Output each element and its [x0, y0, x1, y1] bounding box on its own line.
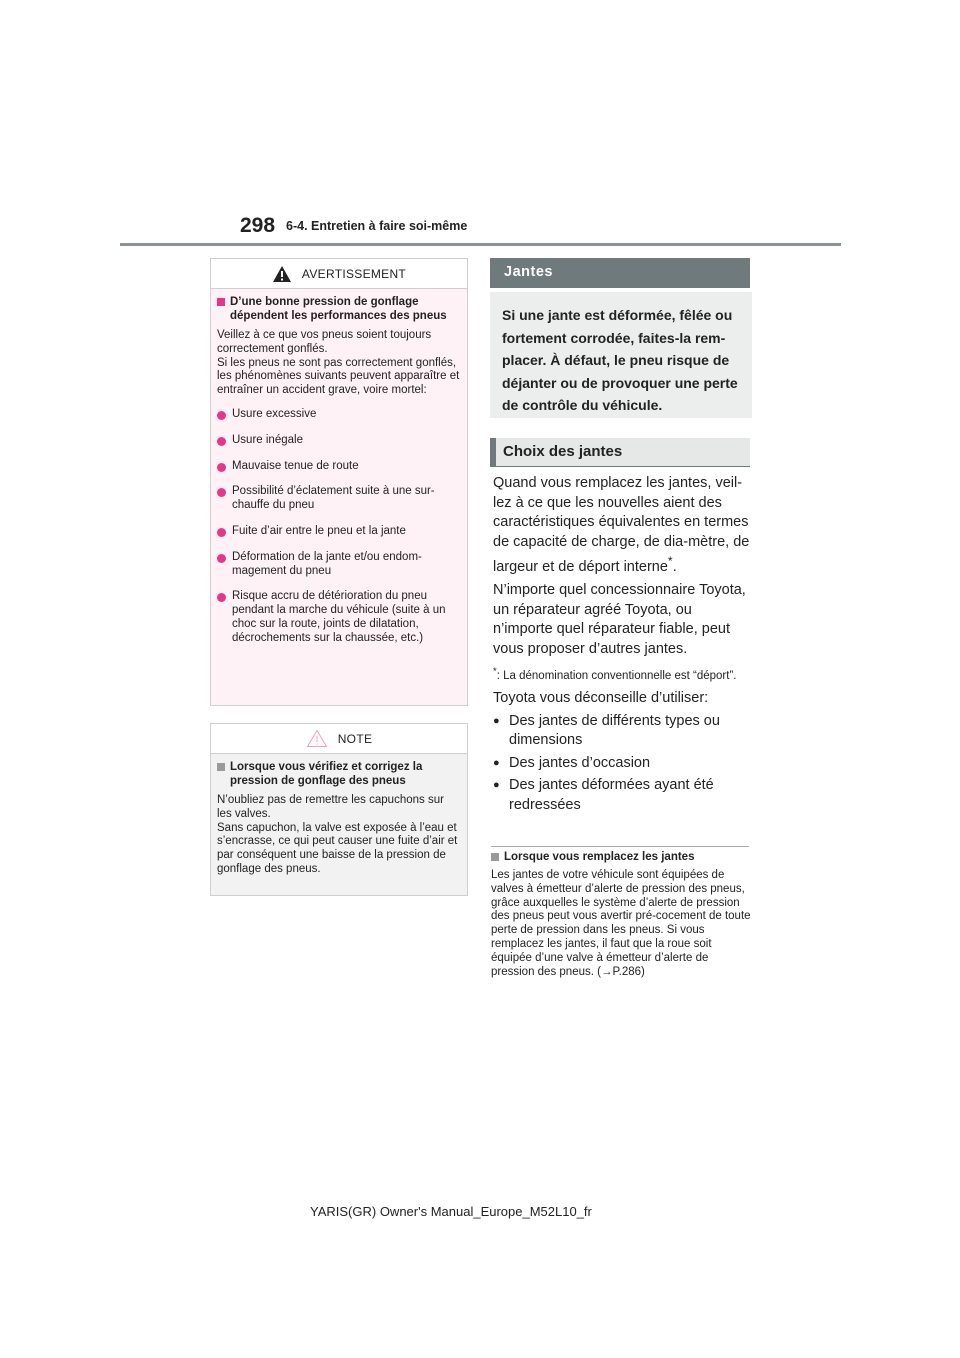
note-paragraph-1: N’oubliez pas de remettre les capuchons sur les valves. [217, 794, 444, 820]
choix-paragraph-1: Quand vous remplacez les jantes, veil-lez à ce que les nouvelles aient des caractéristiques équivalentes en termes de capacité de charge, de dia-mètre, de largeur et de déport interne*. [493, 475, 750, 575]
choix-paragraph-3: Toyota vous déconseille d’utiliser: [493, 690, 709, 707]
header-rule [120, 243, 841, 246]
bullet-icon: ● [493, 756, 500, 769]
list-item: Mauvaise tenue de route [217, 460, 461, 474]
square-bullet-icon [217, 298, 225, 306]
warning-box [210, 258, 468, 706]
choix-heading: Choix des jantes [490, 438, 750, 467]
list-item: ● Des jantes déformées ayant été redressées [493, 776, 755, 815]
warning-paragraph-2: Si les pneus ne sont pas correctement gonflés, les phénomènes suivants peuvent apparaître et entraîner un accident grave, voire mortel: [217, 356, 460, 397]
footnote: *: La dénomination conventionnelle est “déport”. [493, 666, 737, 683]
warning-heading: D’une bonne pression de gonflage dépendent les performances des pneus [217, 295, 461, 323]
jantes-title: Jantes [490, 258, 750, 288]
dot-bullet-icon [217, 554, 226, 563]
page-number: 298 [240, 214, 276, 237]
sub-heading: Lorsque vous remplacez les jantes [491, 851, 694, 863]
dot-bullet-icon [217, 411, 226, 420]
dot-bullet-icon [217, 528, 226, 537]
section-separator [491, 846, 749, 847]
warning-paragraph-1: Veillez à ce que vos pneus soient toujours correctement gonflés. [217, 329, 432, 355]
choix-body [493, 474, 755, 815]
list-item: ● Des jantes d’occasion [493, 754, 755, 774]
dot-bullet-icon [217, 463, 226, 472]
note-header [211, 724, 467, 754]
square-bullet-icon [491, 853, 499, 861]
square-bullet-icon [217, 763, 225, 771]
caution-triangle-icon [306, 729, 328, 748]
list-item: ● Des jantes de différents types ou dimensions [493, 712, 755, 751]
list-item: Usure excessive [217, 408, 461, 422]
bullet-icon: ● [493, 779, 500, 792]
page-footer: YARIS(GR) Owner's Manual_Europe_M52L10_fr [310, 1204, 592, 1219]
note-box [210, 723, 468, 896]
warning-header [211, 259, 467, 289]
note-heading: Lorsque vous vérifiez et corrigez la pression de gonflage des pneus [217, 760, 461, 788]
section-title: 6-4. Entretien à faire soi-même [286, 219, 468, 233]
dot-bullet-icon [217, 488, 226, 497]
note-title: NOTE [337, 731, 373, 746]
list-item: Risque accru de détérioration du pneu pendant la marche du véhicule (suite à un choc sur la route, joints de dilatation, décrochements sur la chaussée, etc.) [217, 590, 461, 645]
dot-bullet-icon [217, 437, 226, 446]
sub-paragraph: Les jantes de votre véhicule sont équipées de valves à émetteur d’alerte de pression des pneus, grâce auxquelles le système d’alerte de pression des pneus peut vous avertir pré-cocement de toute perte de pression dans les pneus. Si vous remplacez les jantes, il faut que la roue soit équipée d’une valve à émetteur d’alerte de pression des pneus. (→P.286) [491, 869, 751, 978]
warning-triangle-icon [272, 265, 292, 283]
note-paragraph-2: Sans capuchon, la valve est exposée à l’eau et s’encrasse, ce qui peut causer une fuite d’air et par conséquent une baisse de la pression de gonflage des pneus. [217, 821, 458, 875]
bullet-icon: ● [493, 714, 500, 727]
list-item: Déformation de la jante et/ou endom-magement du pneu [217, 551, 461, 579]
list-item: Fuite d’air entre le pneu et la jante [217, 525, 461, 539]
dot-bullet-icon [217, 593, 226, 602]
choix-paragraph-2: N’importe quel concessionnaire Toyota, un réparateur agréé Toyota, ou n’importe quel réparateur fiable, peut vous proposer d’autres jantes. [493, 582, 746, 657]
warning-title: AVERTISSEMENT [301, 266, 407, 281]
list-item: Possibilité d’éclatement suite à une sur-chauffe du pneu [217, 485, 461, 513]
jantes-intro: Si une jante est déformée, fêlée ou fortement corrodée, faites-la rem-placer. À défaut, le pneu risque de déjanter ou de provoquer une perte de contrôle du véhicule. [490, 292, 752, 418]
list-item: Usure inégale [217, 434, 461, 448]
